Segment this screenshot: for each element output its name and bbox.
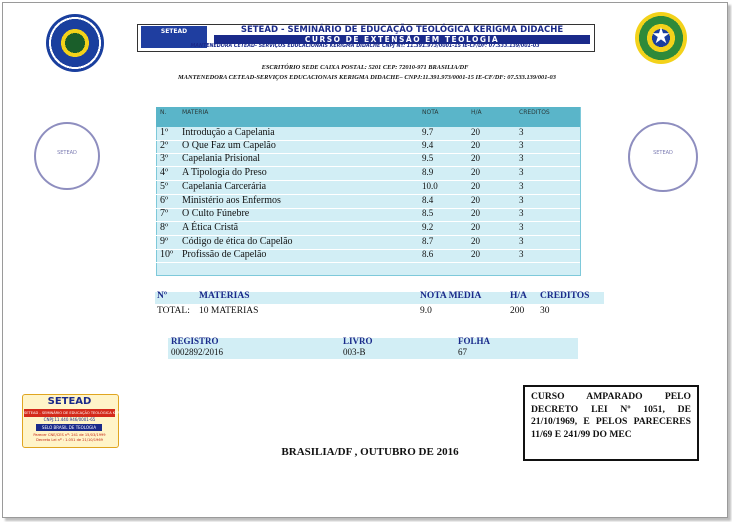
row-credits: 3: [519, 127, 524, 137]
row-credits: 3: [519, 167, 524, 177]
registry-header-registro: REGISTRO: [171, 336, 219, 346]
grades-table-header: [156, 107, 580, 127]
row-grade: 9.7: [422, 127, 434, 137]
row-subject: A Tipologia do Preso: [182, 167, 267, 178]
registry-header-folha: FOLHA: [458, 336, 491, 346]
table-row: [156, 249, 580, 263]
totals-creditos: 30: [540, 306, 550, 316]
table-row: [156, 140, 580, 154]
registry-row: [168, 348, 578, 359]
row-hours: 20: [471, 208, 480, 218]
row-credits: 3: [519, 222, 524, 232]
institution-title: SETEAD - SEMINÁRIO DE EDUCAÇÃO TEOLÓGICA KERIGMA DIDACHE: [240, 25, 564, 35]
row-credits: 3: [519, 195, 524, 205]
totals-row: [155, 305, 604, 319]
row-hours: 20: [471, 127, 480, 137]
row-number: 2º: [160, 140, 169, 151]
registry-header: [168, 338, 578, 348]
table-row: [156, 195, 580, 209]
row-subject: Capelania Prisional: [182, 153, 261, 164]
row-grade: 9.2: [422, 222, 434, 232]
maintainer-line: MANTENEDORA CETEAD- SERVIÇOS EDUCACIONAIS KERIGMA DIDACHE CNPJ Nº: 11.391.973/0001-15 IE-CF/DF: 07.533.139/001-03: [190, 44, 540, 49]
row-grade: 9.4: [422, 140, 434, 150]
row-hours: 20: [471, 222, 480, 232]
row-hours: 20: [471, 167, 480, 177]
row-grade: 8.6: [422, 249, 434, 259]
table-row: [156, 181, 580, 195]
row-credits: 3: [519, 140, 524, 150]
row-number: 10º: [160, 249, 174, 260]
star-icon: ★: [651, 24, 671, 49]
header-ha: H/A: [471, 109, 482, 116]
totals-ha: 200: [510, 306, 525, 316]
totals-header-creditos: CREDITOS: [540, 291, 590, 301]
table-row: [156, 167, 580, 181]
row-subject: O Culto Fúnebre: [182, 208, 250, 219]
row-number: 1º: [160, 127, 169, 138]
table-row: [156, 153, 580, 167]
row-hours: 20: [471, 140, 480, 150]
header-materia: MATERIA: [182, 109, 209, 116]
row-hours: 20: [471, 195, 480, 205]
setead-logo-line4: [24, 433, 115, 443]
row-grade: 10.0: [422, 181, 438, 191]
row-grade: 8.4: [422, 195, 434, 205]
setead-logo-parecer: Parecer CNE/CES nº: 241 de 15/03/1999: [33, 433, 106, 437]
totals-header-number: Nº: [157, 291, 167, 301]
row-hours: 20: [471, 153, 480, 163]
official-stamp-right: [628, 122, 698, 192]
setead-logo-line1: SETEAD - SEMINÁRIO DE EDUCAÇÃO TEOLÓGICA KERIGMA DIDACHE: [24, 411, 147, 415]
header-creditos: CREDITOS: [519, 109, 550, 116]
row-credits: 3: [519, 249, 524, 259]
table-row: [156, 236, 580, 250]
row-number: 6º: [160, 195, 169, 206]
registry-sheet: 67: [458, 347, 467, 357]
row-subject: Ministério aos Enfermos: [182, 195, 281, 206]
registry-book: 003-B: [343, 347, 366, 357]
table-row: [156, 127, 580, 141]
course-subtitle: CURSO DE EXTENSÃO EM TEOLOGIA: [214, 35, 590, 44]
row-grade: 8.5: [422, 208, 434, 218]
stamp-text: SETEAD: [57, 150, 77, 156]
row-grade: 9.5: [422, 153, 434, 163]
totals-header-nota: NOTA MEDIA: [420, 291, 482, 301]
official-stamp-left: [34, 122, 100, 190]
row-number: 5º: [160, 181, 169, 192]
setead-logo-title: SETEAD: [47, 396, 92, 407]
header-number: N.: [160, 109, 167, 116]
totals-table-header: [155, 292, 604, 304]
row-subject: A Ética Cristã: [182, 222, 239, 233]
totals-label: TOTAL:: [157, 306, 190, 316]
row-subject: Capelania Carcerária: [182, 181, 267, 192]
banner-logo: SETEAD: [141, 26, 207, 48]
setead-logo-line2: CNPJ:11.440.946/0001-65: [43, 417, 96, 422]
row-credits: 3: [519, 208, 524, 218]
row-hours: 20: [471, 249, 480, 259]
row-number: 7º: [160, 208, 169, 219]
place-date: BRASILIA/DF , OUTUBRO DE 2016: [281, 446, 459, 458]
table-row: [156, 222, 580, 236]
totals-header-materias: MATERIAS: [199, 291, 250, 301]
setead-logo-line3: SELO BRASIL DE TEOLOGIA: [36, 424, 102, 431]
header-nota: NOTA: [422, 109, 439, 116]
legal-note-box: CURSO AMPARADO PELO DECRETO LEI Nº 1051, DE 21/10/1969, E PELOS PARECERES 11/69 E 241/99 DO MEC: [523, 385, 699, 461]
row-hours: 20: [471, 181, 480, 191]
row-number: 4º: [160, 167, 169, 178]
address-line-2: MANTENEDORA CETEAD-SERVIÇOS EDUCACIONAIS KERIGMA DIDACHE– CNPJ:11.391.973/0001-15 IE-CF/DF: 07.533.139/001-03: [178, 74, 556, 81]
stamp-text: SETEAD: [653, 150, 673, 156]
registry-header-livro: LIVRO: [343, 336, 373, 346]
row-grade: 8.7: [422, 236, 434, 246]
address-line-1: ESCRITÓRIO SEDE CAIXA POSTAL: 5201 CEP: 72010-971 BRASILIA/DF: [261, 64, 469, 71]
row-number: 3º: [160, 153, 169, 164]
row-subject: Introdução a Capelania: [182, 127, 275, 138]
row-hours: 20: [471, 236, 480, 246]
row-credits: 3: [519, 236, 524, 246]
table-row: [156, 208, 580, 222]
row-subject: O Que Faz um Capelão: [182, 140, 276, 151]
row-number: 9º: [160, 236, 169, 247]
totals-header-ha: H/A: [510, 291, 527, 301]
republic-seal-icon: [46, 14, 104, 72]
row-subject: Profissão de Capelão: [182, 249, 267, 260]
row-subject: Código de ética do Capelão: [182, 236, 293, 247]
registry-number: 0002892/2016: [171, 347, 224, 357]
setead-logo-decreto: Decreto Lei nº : 1.051 de 21/10/1969: [36, 438, 103, 442]
row-grade: 8.9: [422, 167, 434, 177]
row-number: 8º: [160, 222, 169, 233]
totals-materias: 10 MATERIAS: [199, 306, 259, 316]
row-credits: 3: [519, 181, 524, 191]
totals-nota: 9.0: [420, 306, 432, 316]
row-credits: 3: [519, 153, 524, 163]
